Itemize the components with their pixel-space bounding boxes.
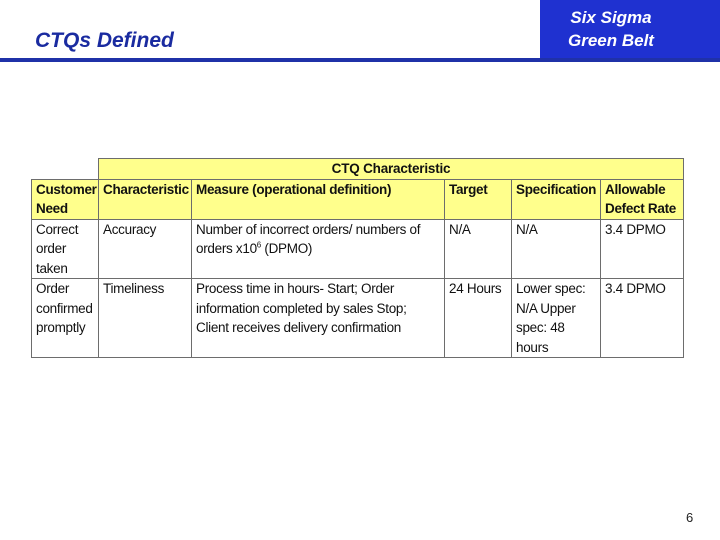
brand-banner (540, 0, 720, 58)
col-header-target: Target (445, 179, 512, 219)
measure-exponent: 6 (256, 240, 261, 250)
ctq-table (31, 158, 684, 358)
cell-measure (192, 219, 445, 279)
cell-characteristic: Accuracy (99, 219, 192, 279)
empty-corner-cell (32, 159, 99, 180)
measure-text: Number of incorrect orders/ numbers of orders x10 (196, 221, 421, 256)
page-number: 6 (686, 510, 694, 525)
brand-line-1: Six Sigma (570, 8, 652, 27)
col-header-allowable-defect-rate: Allowable Defect Rate (601, 179, 684, 219)
cell-specification: N/A (512, 219, 601, 279)
table-row (32, 219, 684, 279)
cell-customer-need: Order confirmed promptly (32, 279, 99, 358)
table-column-header-row (32, 179, 684, 219)
title-underline (0, 58, 720, 62)
table-group-header-row (32, 159, 684, 180)
slide-title: CTQs Defined (35, 29, 174, 52)
cell-characteristic: Timeliness (99, 279, 192, 358)
col-header-measure: Measure (operational definition) (192, 179, 445, 219)
brand-line-2: Green Belt (568, 31, 654, 50)
ctq-characteristic-header: CTQ Characteristic (99, 159, 684, 180)
cell-measure: Process time in hours- Start; Order information completed by sales Stop; Client receives delivery confirmation (192, 279, 445, 358)
cell-target: N/A (445, 219, 512, 279)
table-row (32, 279, 684, 358)
cell-specification: Lower spec: N/A Upper spec: 48 hours (512, 279, 601, 358)
cell-allowable-defect-rate: 3.4 DPMO (601, 219, 684, 279)
cell-allowable-defect-rate: 3.4 DPMO (601, 279, 684, 358)
measure-unit: (DPMO) (260, 241, 313, 256)
col-header-specification: Specification (512, 179, 601, 219)
cell-customer-need: Correct order taken (32, 219, 99, 279)
col-header-customer-need: Customer Need (32, 179, 99, 219)
cell-target: 24 Hours (445, 279, 512, 358)
col-header-characteristic: Characteristic (99, 179, 192, 219)
